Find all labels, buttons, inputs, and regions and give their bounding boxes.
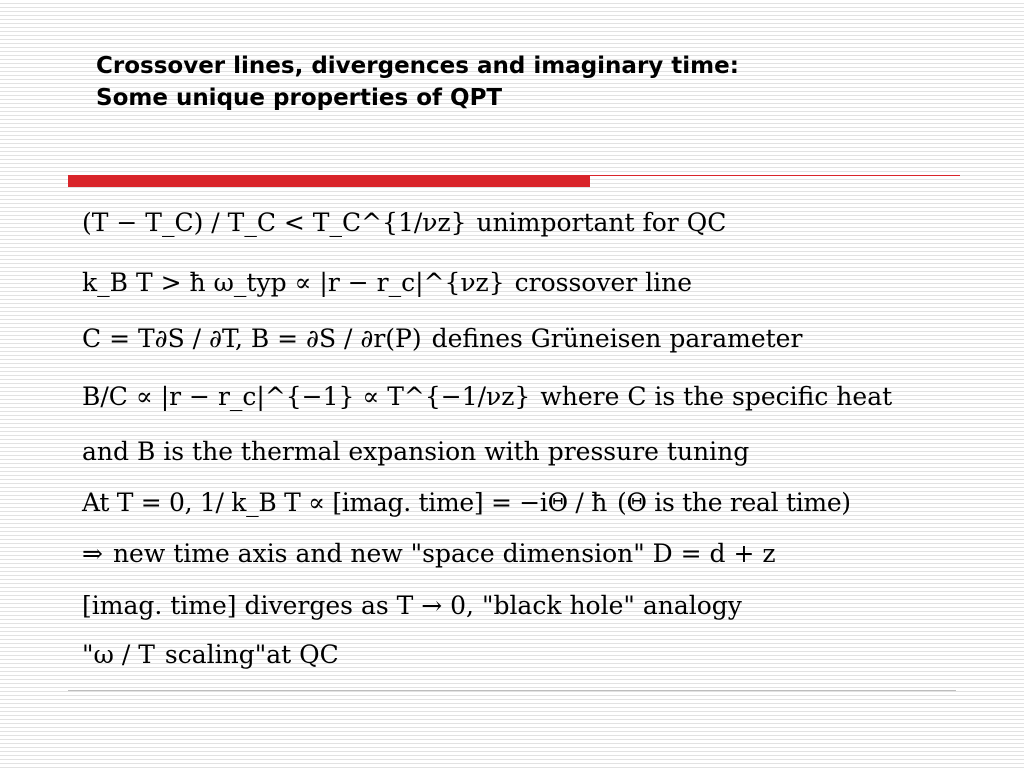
slide-title	[96, 50, 976, 114]
line-text: and B is the thermal expansion with pressure tuning	[82, 437, 750, 466]
title-line-1: Crossover lines, divergences and imaginary time:	[96, 53, 739, 79]
math-expression: "ω / T	[82, 640, 155, 669]
line-text: scaling"at QC	[164, 640, 339, 669]
math-expression: At T = 0, 1/ k_B T ∝ [imag. time] = −iΘ / ħ	[82, 488, 608, 517]
footer-divider	[68, 690, 956, 691]
line-gruneisen	[82, 322, 802, 356]
line-scaling	[82, 638, 339, 672]
line-text: crossover line	[514, 268, 693, 297]
title-accent-line	[590, 175, 960, 176]
line-text: (Θ is the real time)	[617, 488, 851, 517]
line-text: unimportant for QC	[476, 208, 727, 237]
line-thermal-expansion	[82, 435, 749, 469]
math-expression: B/C ∝ |r − r_c|^{−1} ∝ T^{−1/νz}	[82, 382, 531, 411]
line-text: where C is the specific heat	[540, 382, 893, 411]
line-imaginary-time	[82, 486, 851, 520]
math-expression: (T − T_C) / T_C < T_C^{1/νz}	[82, 208, 467, 237]
math-expression: k_B T > ħ ω_typ ∝ |r − r_c|^{νz}	[82, 268, 505, 297]
implies-symbol: ⇒	[82, 539, 103, 568]
line-crossover	[82, 266, 692, 300]
title-accent-bar	[68, 175, 590, 187]
title-line-2: Some unique properties of QPT	[96, 85, 503, 111]
line-text: [imag. time] diverges as T → 0, "black hole" analogy	[82, 591, 742, 620]
line-black-hole	[82, 589, 742, 623]
line-text: new time axis and new "space dimension" D = d + z	[112, 539, 776, 568]
math-expression: C = T∂S / ∂T, B = ∂S / ∂r(P)	[82, 324, 422, 353]
line-text: defines Grüneisen parameter	[431, 324, 803, 353]
line-specific-heat	[82, 380, 892, 414]
line-time-axis	[82, 537, 776, 571]
line-qc-condition	[82, 206, 726, 240]
